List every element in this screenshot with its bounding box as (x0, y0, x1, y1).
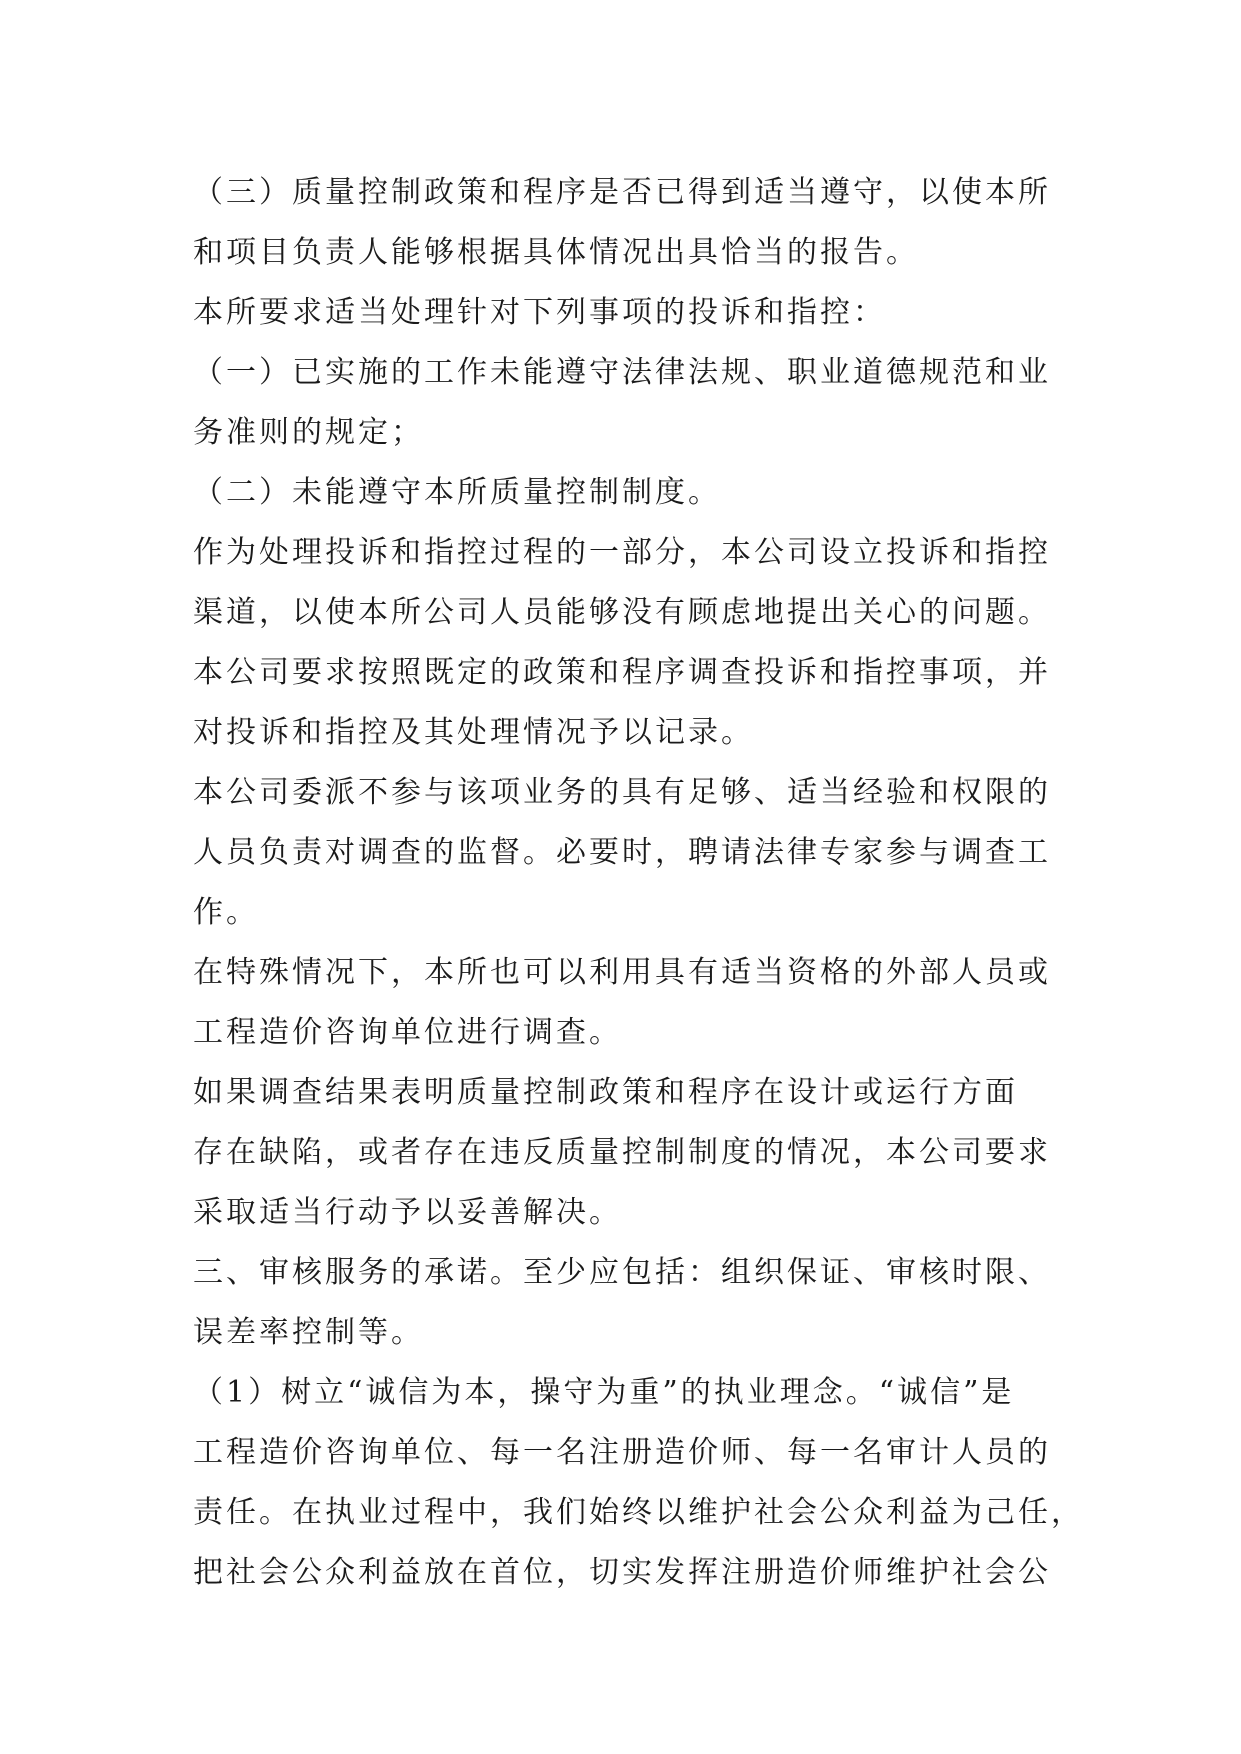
text-line: 在特殊情况下，本所也可以利用具有适当资格的外部人员或 (193, 955, 1051, 990)
document-body (193, 163, 1084, 1603)
text-line: 采取适当行动予以妥善解决。 (193, 1195, 622, 1230)
text-line: 把社会公众利益放在首位，切实发挥注册造价师维护社会公 (193, 1555, 1051, 1590)
text-line: 本所要求适当处理针对下列事项的投诉和指控： (193, 295, 886, 330)
text-line: 工程造价咨询单位、每一名注册造价师、每一名审计人员的 (193, 1435, 1051, 1470)
text-line: 务准则的规定； (193, 415, 424, 450)
text-line: （二）未能遵守本所质量控制制度。 (193, 475, 721, 510)
text-line: 对投诉和指控及其处理情况予以记录。 (193, 715, 754, 750)
text-line: 作为处理投诉和指控过程的一部分，本公司设立投诉和指控 (193, 535, 1051, 570)
text-line: 本公司委派不参与该项业务的具有足够、适当经验和权限的 (193, 775, 1051, 810)
text-line: 本公司要求按照既定的政策和程序调查投诉和指控事项，并 (193, 655, 1051, 690)
text-line: （一）已实施的工作未能遵守法律法规、职业道德规范和业 (193, 355, 1051, 390)
text-line: （1）树立“诚信为本，操守为重”的执业理念。“诚信”是 (193, 1375, 1015, 1410)
text-line: 人员负责对调查的监督。必要时，聘请法律专家参与调查工 (193, 835, 1051, 870)
text-line: 误差率控制等。 (193, 1315, 424, 1350)
text-line: 如果调查结果表明质量控制政策和程序在设计或运行方面 (193, 1075, 1018, 1110)
text-line: 责任。在执业过程中，我们始终以维护社会公众利益为己任， (193, 1495, 1084, 1530)
text-line: 工程造价咨询单位进行调查。 (193, 1015, 622, 1050)
text-line: 三、审核服务的承诺。至少应包括：组织保证、审核时限、 (193, 1255, 1051, 1290)
text-line: 和项目负责人能够根据具体情况出具恰当的报告。 (193, 235, 919, 270)
text-line: 作。 (193, 895, 259, 930)
text-line: 存在缺陷，或者存在违反质量控制制度的情况，本公司要求 (193, 1135, 1051, 1170)
text-line: （三）质量控制政策和程序是否已得到适当遵守，以使本所 (193, 175, 1051, 210)
text-line: 渠道，以使本所公司人员能够没有顾虑地提出关心的问题。 (193, 595, 1051, 630)
